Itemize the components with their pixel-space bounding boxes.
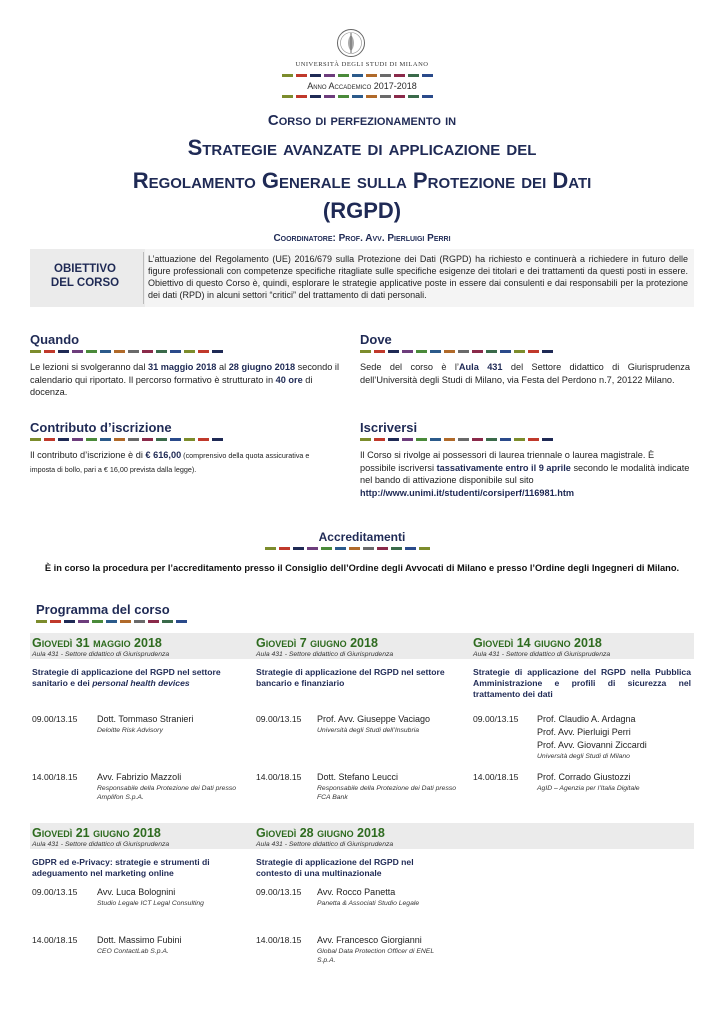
objective-text: L’attuazione del Regolamento (UE) 2016/679 sulla Protezione dei Dati (RGPD) ha richiesto e continuerà a richiedere in futuro delle figure professionali con competenze specifiche ritagliate sulle specifiche esigenze dei titolari e dei trattamenti da questi posti in essere. Obiettivo di questo Corso è, quindi, esplorare le strategie applicative poste in essere dai consulenti e dai responsabili per la protezione dei dati (RPD) in alcuni settori “critici” del trattamento di dati personali. — [148, 254, 688, 300]
afternoon-affiliation: CEO ContactLab S.p.A. — [97, 948, 169, 955]
quando-hours: 40 ore — [275, 374, 303, 385]
morning-time: 09.00/13.15 — [32, 714, 78, 724]
decorative-stripes-top — [282, 74, 433, 77]
iscriversi-deadline: tassativamente entro il 9 aprile — [436, 462, 571, 473]
topic-part-italic: personal health devices — [92, 678, 190, 688]
academic-year: Anno Accademico 2017-2018 — [307, 81, 417, 91]
day-topic: Strategie di applicazione del RGPD nel settore bancario e finanziario — [256, 667, 445, 688]
morning-speaker: Dott. Tommaso Stranieri — [97, 714, 194, 724]
morning-time: 09.00/13.15 — [32, 887, 78, 897]
dove-t2: del Settore didattico di Giurisprudenza dell’Università degli Studi di Milano, via Festa del Perdono n.7, 20122 Milano. — [360, 362, 690, 385]
morning-speaker-2: Prof. Avv. Pierluigi Perri — [537, 727, 631, 737]
day-title: Giovedì 7 giugno 2018 — [256, 636, 378, 650]
afternoon-speaker: Avv. Fabrizio Mazzoli — [97, 772, 182, 782]
day-room: Aula 431 - Settore didattico di Giurisprudenza — [473, 651, 611, 658]
quando-t4: di docenza. — [30, 374, 313, 397]
quando-t3: secondo il calendario qui riportato. Il percorso formativo è strutturato in — [30, 362, 340, 385]
afternoon-affiliation: Global Data Protection Officer di ENEL S.p.A. — [317, 948, 434, 964]
contributo-text — [30, 449, 320, 476]
morning-speaker: Prof. Claudio A. Ardagna — [537, 714, 636, 724]
day-title: Giovedì 21 giugno 2018 — [32, 826, 161, 840]
morning-affiliation: Panetta & Associati Studio Legale — [317, 900, 420, 907]
objective-label-line1: OBIETTIVO — [54, 263, 116, 275]
morning-affiliation: Università degli Studi di Milano — [537, 753, 630, 760]
afternoon-time: 14.00/18.15 — [32, 935, 78, 945]
day-title: Giovedì 31 maggio 2018 — [32, 636, 162, 650]
day-room: Aula 431 - Settore didattico di Giurisprudenza — [32, 841, 170, 848]
objective-label-line2: DEL CORSO — [50, 277, 120, 289]
day-room: Aula 431 - Settore didattico di Giurisprudenza — [32, 651, 170, 658]
morning-speaker: Avv. Luca Bolognini — [97, 887, 176, 897]
dove-title: Dove — [360, 332, 392, 347]
quando-t1: Le lezioni si svolgeranno dal — [30, 362, 148, 372]
morning-affiliation: Università degli Studi dell’Insubria — [317, 727, 420, 734]
day-topic — [32, 667, 242, 689]
quando-end-date: 28 giugno 2018 — [228, 362, 296, 372]
afternoon-speaker: Avv. Francesco Giorgianni — [317, 935, 422, 945]
day-room: Aula 431 - Settore didattico di Giurisprudenza — [256, 841, 394, 848]
iscriversi-t2: secondo le modalità indicate nel bando di attivazione disponibile sul sito — [360, 462, 690, 485]
topic-part: Strategie di applicazione del RGPD nel settore sanitario e dei — [32, 667, 221, 688]
iscriversi-title: Iscriversi — [360, 420, 418, 435]
morning-speaker: Avv. Rocco Panetta — [317, 887, 396, 897]
day-title: Giovedì 14 giugno 2018 — [473, 636, 602, 650]
afternoon-speaker: Dott. Massimo Fubini — [97, 935, 182, 945]
afternoon-affiliation: Responsabile della Protezione dei Dati presso Amplifon S.p.A. — [97, 785, 237, 801]
accreditamenti-stripes — [265, 547, 430, 550]
afternoon-affiliation: AgID – Agenzia per l’Italia Digitale — [537, 785, 640, 792]
morning-speaker-3: Prof. Avv. Giovanni Ziccardi — [537, 740, 647, 750]
accreditamenti-title: Accreditamenti — [318, 530, 406, 544]
title-line-1: Corso di perfezionamento in — [267, 112, 457, 129]
contributo-amount: € 616,00 — [145, 450, 182, 460]
iscriversi-t1: Il Corso si rivolge ai possessori di laurea triennale o laurea magistrale. È possibile iscriversi — [360, 450, 655, 473]
dove-t1: Sede del corso è l’ — [360, 362, 459, 372]
afternoon-time: 14.00/18.15 — [256, 772, 302, 782]
day-topic: GDPR ed e-Privacy: strategie e strumenti di adeguamento nel marketing online — [32, 857, 210, 878]
afternoon-time: 14.00/18.15 — [256, 935, 302, 945]
dove-text — [360, 361, 690, 386]
quando-stripes — [30, 350, 223, 353]
morning-speaker: Prof. Avv. Giuseppe Vaciago — [317, 714, 431, 724]
contributo-note: (comprensivo della quota assicurativa e imposta di bollo, pari a € 16,00 prevista dalla legge). — [30, 451, 310, 474]
morning-affiliation: Studio Legale ICT Legal Consulting — [97, 900, 204, 907]
dove-stripes — [360, 350, 553, 353]
contributo-t1: Il contributo d’iscrizione è di — [30, 450, 146, 460]
iscriversi-text — [360, 449, 690, 499]
title-line-3: Regolamento Generale sulla Protezione dei Dati — [132, 168, 592, 193]
quando-t2: al — [216, 362, 229, 372]
iscriversi-stripes — [360, 438, 553, 441]
day-topic: Strategie di applicazione del RGPD nella Pubblica Amministrazione e profili di sicurezza nel trattamento dei dati — [473, 667, 691, 699]
afternoon-speaker: Dott. Stefano Leucci — [317, 772, 399, 782]
objective-divider — [143, 252, 144, 304]
quando-title: Quando — [30, 332, 80, 347]
accreditamenti-text: È in corso la procedura per l’accreditamento presso il Consiglio dell’Ordine degli Avvocati di Milano e presso l’Ordine degli Ingegneri di Milano. — [44, 563, 680, 573]
university-name: UNIVERSITÀ DEGLI STUDI DI MILANO — [295, 61, 429, 68]
afternoon-time: 14.00/18.15 — [32, 772, 78, 782]
iscriversi-link[interactable]: http://www.unimi.it/studenti/corsiperf/116981.htm — [360, 487, 575, 498]
quando-start-date: 31 maggio 2018 — [147, 362, 217, 372]
objective-label — [30, 262, 140, 290]
morning-time: 09.00/13.15 — [256, 714, 302, 724]
contributo-stripes — [30, 438, 223, 441]
morning-time: 09.00/13.15 — [256, 887, 302, 897]
programma-stripes — [36, 620, 187, 623]
morning-affiliation: Deloitte Risk Advisory — [97, 727, 163, 734]
title-line-4: (RGPD) — [322, 198, 402, 223]
afternoon-speaker: Prof. Corrado Giustozzi — [537, 772, 631, 782]
day-topic: Strategie di applicazione del RGPD nel contesto di una multinazionale — [256, 857, 414, 878]
contributo-title: Contributo d’iscrizione — [30, 420, 172, 435]
afternoon-affiliation: Responsabile della Protezione dei Dati presso FCA Bank — [317, 785, 457, 801]
quando-text — [30, 361, 342, 399]
programma-title: Programma del corso — [36, 602, 170, 617]
dove-room: Aula 431 — [458, 362, 503, 372]
afternoon-time: 14.00/18.15 — [473, 772, 519, 782]
decorative-stripes-year — [282, 95, 433, 98]
title-line-2: Strategie avanzate di applicazione del — [187, 135, 537, 160]
coordinator: Coordinatore: Prof. Avv. Pierluigi Perri — [273, 233, 451, 244]
day-room: Aula 431 - Settore didattico di Giurisprudenza — [256, 651, 394, 658]
university-seal-icon — [336, 28, 366, 58]
morning-time: 09.00/13.15 — [473, 714, 519, 724]
day-title: Giovedì 28 giugno 2018 — [256, 826, 385, 840]
